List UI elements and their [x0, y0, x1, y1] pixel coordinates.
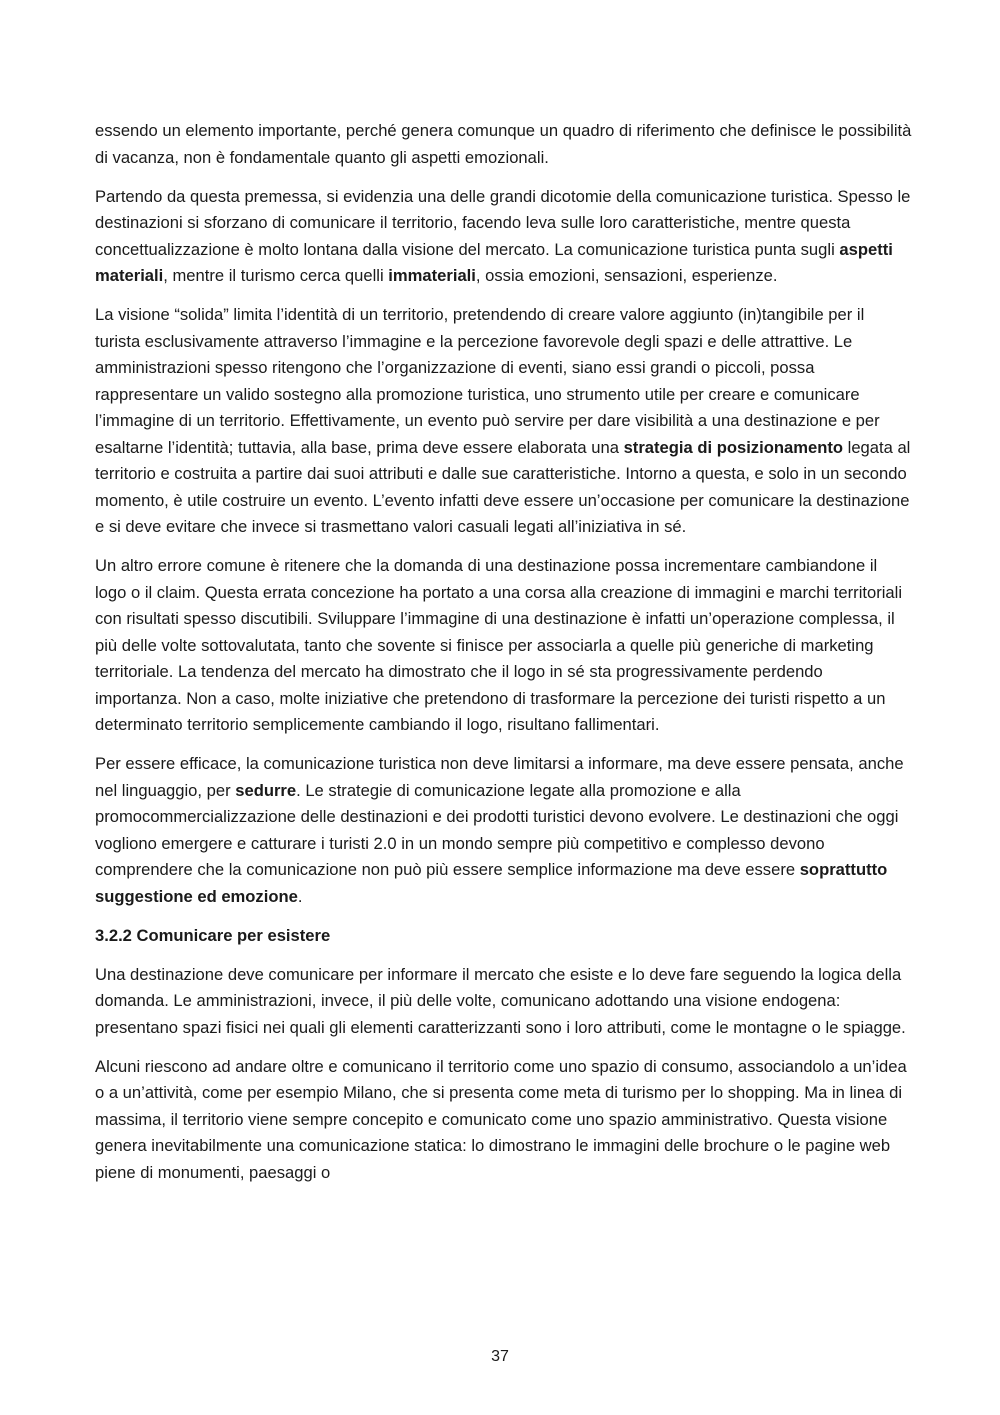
text-run: legata al territorio e costruita a partire dai suoi attributi e dalle sue caratteristiche. Intorno a questa, e solo in un secondo momento, è utile costruire un evento. L’evento infatti deve essere un’occasione per comunicare la destinazione e si deve evitare che invece si trasmettano valori casuali legati all’iniziativa in sé. [95, 437, 911, 536]
bold-text: soprattutto suggestione ed emozione [95, 860, 888, 906]
text-run: . [297, 886, 303, 906]
section-heading: 3.2.2 Comunicare per esistere [95, 925, 331, 945]
bold-text: immateriali [388, 266, 476, 285]
text-run: La visione “solida” limita l’identità di un territorio, pretendendo di creare valore aggiunto (in)tangibile per il turista esclusivamente attraverso l’immagine e la percezione favorevole degli spazi e delle attrattive. Le amministrazioni spesso ritengono che l’organizzazione di eventi, siano essi grandi o piccoli, possa rappresentare un valido sostegno alla promozione turistica, uno strumento utile per creare e comunicare l’immagine di un territorio. Effettivamente, un evento può servire per dare visibilità a una destinazione e per esaltarne l’identità; tuttavia, alla base, prima deve essere elaborata una [95, 305, 880, 457]
text-run: essendo un elemento importante, perché genera comunque un quadro di riferimento che definisce le possibilità di vacanza, non è fondamentale quanto gli aspetti emozionali. [95, 121, 912, 167]
paragraph [95, 118, 913, 171]
bold-text: sedurre [235, 780, 297, 800]
text-run: Partendo da questa premessa, si evidenzia una delle grandi dicotomie della comunicazione turistica. Spesso le destinazioni si sforzano di comunicare il territorio, facendo leva sulle loro caratteristiche, mentre questa concettualizzazione è molto lontana dalla visione del mercato. La comunicazione turistica punta sugli [95, 186, 911, 259]
text-run: Per essere efficace, la comunicazione turistica non deve limitarsi a informare, ma deve essere pensata, anche nel linguaggio, per [95, 754, 904, 800]
bold-text: aspetti materiali [95, 239, 893, 285]
text-run: . Le strategie di comunicazione legate alla promozione e alla promocommercializzazione delle destinazioni e dei prodotti turistici devono evolvere. Le destinazioni che oggi vogliono emergere e catturare i turisti 2.0 in un mondo sempre più competitivo e complesso devono comprendere che la comunicazione non può più essere semplice informazione ma deve essere [95, 780, 899, 879]
document-page [95, 118, 913, 1199]
paragraph [95, 553, 913, 739]
body-text-before-heading [95, 118, 913, 910]
text-run: , ossia emozioni, sensazioni, esperienze. [475, 266, 778, 285]
text-run: Alcuni riescono ad andare oltre e comunicano il territorio come uno spazio di consumo, associandolo a un’idea o a un’attività, come per esempio Milano, che si presenta come meta di turismo per lo shopping. Ma in linea di massima, il territorio viene sempre concepito e comunicato come uno spazio amministrativo. Questa visione genera inevitabilmente una comunicazione statica: lo dimostrano le immagini delle brochure o le pagine web piene di monumenti, paesaggi o [95, 1056, 907, 1182]
body-text-after-heading [95, 962, 913, 1187]
text-run: Una destinazione deve comunicare per informare il mercato che esiste e lo deve fare seguendo la logica della domanda. Le amministrazioni, invece, il più delle volte, comunicano adottando una visione endogena: presentano spazi fisici nei quali gli elementi caratterizzanti sono i loro attributi, come le montagne o le spiagge. [95, 964, 906, 1037]
paragraph [95, 302, 913, 541]
page-number: 37 [491, 1348, 509, 1365]
paragraph [95, 962, 913, 1042]
text-run: , mentre il turismo cerca quelli [163, 266, 389, 285]
paragraph [95, 184, 913, 290]
paragraph [95, 1054, 913, 1187]
paragraph [95, 751, 913, 910]
text-run: Un altro errore comune è ritenere che la domanda di una destinazione possa incrementare cambiandone il logo o il claim. Questa errata concezione ha portato a una corsa alla creazione di immagini e marchi territoriali con risultati spesso discutibili. Sviluppare l’immagine di una destinazione è infatti un’operazione complessa, il più delle volte sottovalutata, tanto che sovente si finisce per associarla a quelle più generiche di marketing territoriale. La tendenza del mercato ha dimostrato che il logo in sé sta progressivamente perdendo importanza. Non a caso, molte iniziative che pretendono di trasformare la percezione dei turisti rispetto a un determinato territorio semplicemente cambiando il logo, risultano fallimentari. [95, 556, 903, 734]
bold-text: strategia di posizionamento [623, 437, 844, 457]
